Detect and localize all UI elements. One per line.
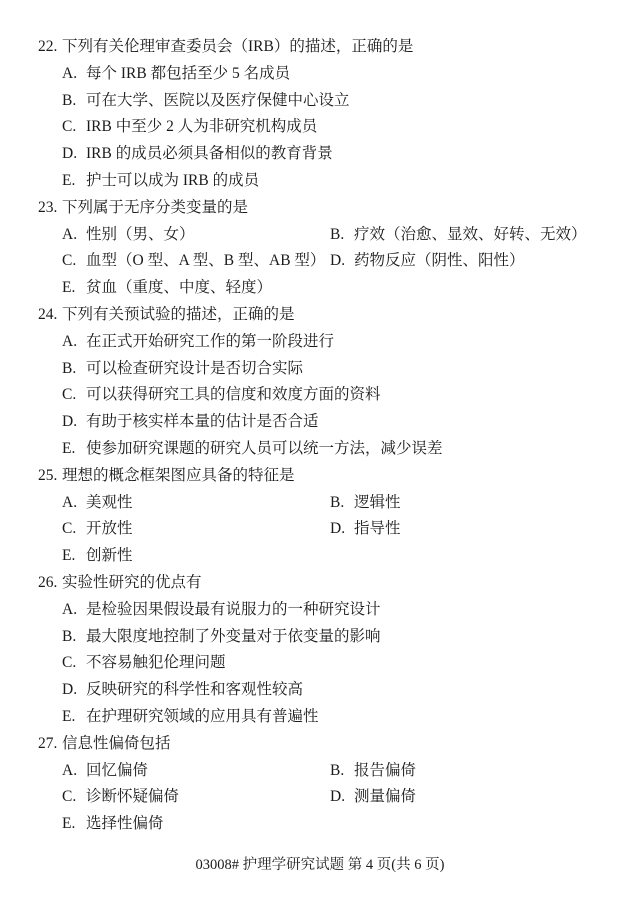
option-row-ab bbox=[38, 222, 626, 249]
question-header bbox=[38, 34, 626, 61]
option-label: D. bbox=[62, 413, 78, 431]
page-footer: 03008# 护理学研究试题 第 4 页(共 6 页) bbox=[195, 857, 445, 873]
question-header bbox=[38, 463, 626, 490]
option-a bbox=[38, 329, 626, 356]
option-label: A. bbox=[62, 493, 78, 511]
option-label: E. bbox=[62, 279, 76, 297]
question-text: 下列有关预试验的描述，正确的是 bbox=[62, 305, 295, 323]
option-b bbox=[38, 356, 626, 383]
option-text: 在正式开始研究工作的第一阶段进行 bbox=[86, 332, 335, 350]
option-d bbox=[38, 409, 626, 436]
option-text: 是检验因果假设最有说服力的一种研究设计 bbox=[86, 600, 381, 618]
question-header bbox=[38, 195, 626, 222]
option-text: 可在大学、医院以及医疗保健中心设立 bbox=[86, 91, 350, 109]
option-text: 在护理研究领域的应用具有普遍性 bbox=[86, 707, 319, 725]
option-text: 报告偏倚 bbox=[354, 761, 417, 779]
option-row-ab bbox=[38, 490, 626, 517]
option-a bbox=[62, 490, 330, 517]
option-label: A. bbox=[62, 225, 78, 243]
option-a bbox=[62, 758, 330, 785]
option-label: A. bbox=[62, 761, 78, 779]
option-d bbox=[330, 248, 626, 275]
option-text: 测量偏倚 bbox=[354, 788, 417, 806]
option-c bbox=[38, 650, 626, 677]
option-label: D. bbox=[330, 788, 346, 806]
option-text: 贫血（重度、中度、轻度） bbox=[86, 279, 273, 297]
option-e bbox=[38, 436, 626, 463]
option-label: E. bbox=[62, 547, 76, 565]
option-b bbox=[330, 222, 626, 249]
option-text: 药物反应（阴性、阳性） bbox=[354, 252, 525, 270]
option-text: 开放性 bbox=[86, 520, 133, 538]
question-text: 下列有关伦理审查委员会（IRB）的描述，正确的是 bbox=[62, 38, 414, 55]
option-text: 美观性 bbox=[86, 493, 133, 511]
option-label: D. bbox=[62, 681, 78, 699]
option-text: IRB 中至少 2 人为非研究机构成员 bbox=[86, 118, 318, 136]
option-text: 回忆偏倚 bbox=[86, 761, 149, 779]
option-label: C. bbox=[62, 118, 77, 136]
option-c bbox=[62, 248, 330, 275]
question-24 bbox=[38, 302, 626, 463]
option-label: B. bbox=[62, 627, 77, 645]
option-row-cd bbox=[38, 516, 626, 543]
option-d bbox=[38, 677, 626, 704]
option-label: C. bbox=[62, 520, 77, 538]
option-label: E. bbox=[62, 815, 76, 833]
option-text: 可以获得研究工具的信度和效度方面的资料 bbox=[86, 386, 381, 404]
question-text: 实验性研究的优点有 bbox=[62, 573, 202, 591]
option-label: B. bbox=[62, 359, 77, 377]
option-text: 可以检查研究设计是否切合实际 bbox=[86, 359, 304, 377]
option-d bbox=[330, 784, 626, 811]
option-a bbox=[38, 597, 626, 624]
option-b bbox=[330, 758, 626, 785]
option-e bbox=[38, 168, 626, 195]
option-b bbox=[38, 88, 626, 115]
option-text: 最大限度地控制了外变量对于依变量的影响 bbox=[86, 627, 381, 645]
option-label: C. bbox=[62, 386, 77, 404]
option-text: 指导性 bbox=[354, 520, 401, 538]
question-22 bbox=[38, 34, 626, 195]
option-text: 每个 IRB 都包括至少 5 名成员 bbox=[86, 64, 291, 82]
option-text: IRB 的成员必须具备相似的教育背景 bbox=[86, 145, 333, 163]
option-b bbox=[330, 490, 626, 517]
option-c bbox=[38, 114, 626, 141]
option-c bbox=[38, 382, 626, 409]
question-text: 信息性偏倚包括 bbox=[62, 734, 171, 752]
option-text: 不容易触犯伦理问题 bbox=[86, 654, 226, 672]
option-b bbox=[38, 624, 626, 651]
option-e bbox=[38, 275, 626, 302]
option-label: B. bbox=[330, 493, 345, 511]
question-text: 理想的概念框架图应具备的特征是 bbox=[62, 466, 295, 484]
option-label: D. bbox=[330, 520, 346, 538]
option-text: 使参加研究课题的研究人员可以统一方法，减少误差 bbox=[86, 439, 443, 457]
option-label: A. bbox=[62, 64, 78, 82]
option-text: 诊断怀疑偏倚 bbox=[86, 788, 180, 806]
option-text: 性别（男、女） bbox=[86, 225, 195, 243]
option-row-ab bbox=[38, 758, 626, 785]
option-e bbox=[38, 543, 626, 570]
option-label: E. bbox=[62, 707, 76, 725]
question-number: 27. bbox=[38, 734, 58, 752]
option-text: 反映研究的科学性和客观性较高 bbox=[86, 681, 304, 699]
question-header bbox=[38, 570, 626, 597]
option-text: 选择性偏倚 bbox=[86, 815, 164, 833]
question-number: 22. bbox=[38, 38, 58, 55]
option-label: B. bbox=[330, 225, 345, 243]
option-a bbox=[62, 222, 330, 249]
question-27 bbox=[38, 731, 626, 838]
option-text: 逻辑性 bbox=[354, 493, 401, 511]
option-label: E. bbox=[62, 171, 76, 189]
question-number: 23. bbox=[38, 198, 58, 216]
option-label: B. bbox=[62, 91, 77, 109]
option-label: D. bbox=[330, 252, 346, 270]
question-25 bbox=[38, 463, 626, 570]
option-d bbox=[38, 141, 626, 168]
option-c bbox=[62, 516, 330, 543]
option-label: C. bbox=[62, 252, 77, 270]
question-text: 下列属于无序分类变量的是 bbox=[62, 198, 249, 216]
option-text: 创新性 bbox=[86, 547, 133, 565]
option-label: E. bbox=[62, 439, 76, 457]
option-label: C. bbox=[62, 654, 77, 672]
exam-content bbox=[38, 34, 626, 838]
option-c bbox=[62, 784, 330, 811]
option-text: 疗效（治愈、显效、好转、无效） bbox=[354, 225, 587, 243]
question-number: 24. bbox=[38, 305, 58, 323]
option-label: D. bbox=[62, 145, 78, 163]
option-row-cd bbox=[38, 784, 626, 811]
option-row-cd bbox=[38, 248, 626, 275]
option-label: C. bbox=[62, 788, 77, 806]
option-label: B. bbox=[330, 761, 345, 779]
question-number: 25. bbox=[38, 466, 58, 484]
option-text: 血型（O 型、A 型、B 型、AB 型） bbox=[86, 252, 326, 270]
option-d bbox=[330, 516, 626, 543]
option-text: 护士可以成为 IRB 的成员 bbox=[86, 171, 260, 189]
option-label: A. bbox=[62, 332, 78, 350]
question-header bbox=[38, 302, 626, 329]
option-label: A. bbox=[62, 600, 78, 618]
question-number: 26. bbox=[38, 573, 58, 591]
option-a bbox=[38, 61, 626, 88]
question-26 bbox=[38, 570, 626, 731]
question-23 bbox=[38, 195, 626, 302]
option-e bbox=[38, 704, 626, 731]
question-header bbox=[38, 731, 626, 758]
option-text: 有助于核实样本量的估计是否合适 bbox=[86, 413, 319, 431]
option-e bbox=[38, 811, 626, 838]
